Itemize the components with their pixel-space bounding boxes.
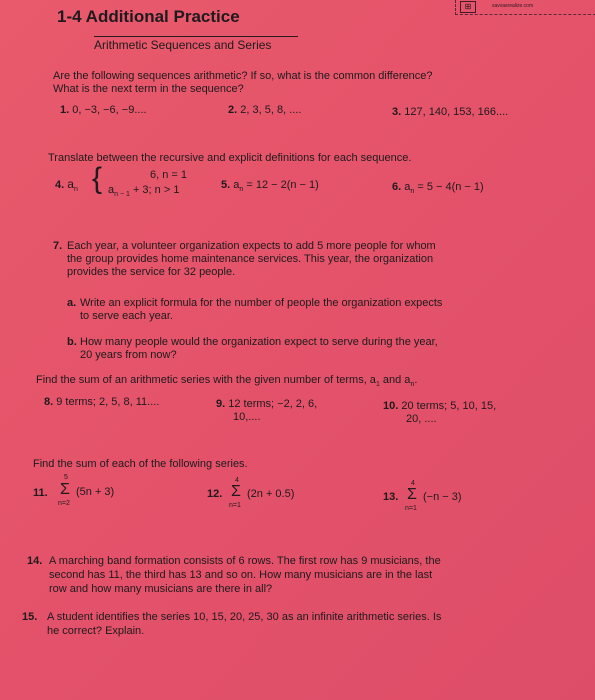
q10-number: 10. bbox=[383, 400, 399, 412]
q9-line-2: 10,.... bbox=[233, 411, 261, 423]
q15-line-2: he correct? Explain. bbox=[47, 625, 145, 637]
section2-instruction: Translate between the recursive and explicit definitions for each sequence. bbox=[48, 152, 412, 164]
section3-sub-n: n bbox=[410, 381, 415, 389]
page-title: 1-4 Additional Practice bbox=[57, 7, 240, 26]
q4-case-2-a: a bbox=[108, 184, 115, 196]
q6-rest: = 5 − 4(n − 1) bbox=[417, 181, 484, 193]
q14-line-1: A marching band formation consists of 6 rows. The first row has 9 musicians, the bbox=[49, 555, 441, 567]
q9-line-1: 12 terms; −2, 2, 6, bbox=[228, 398, 318, 410]
q5-rest: = 12 − 2(n − 1) bbox=[246, 179, 319, 191]
page-subtitle: Arithmetic Sequences and Series bbox=[94, 36, 298, 52]
q11-number: 11. bbox=[33, 487, 48, 499]
q4-number: 4. bbox=[55, 179, 65, 191]
q11-sigma: Σ bbox=[60, 481, 70, 498]
q4-case-2-rest: + 3; n > 1 bbox=[132, 184, 180, 196]
question-3 bbox=[392, 106, 508, 119]
question-4 bbox=[55, 178, 78, 196]
section3-instruction bbox=[36, 374, 417, 391]
q2-text: 2, 3, 5, 8, .... bbox=[240, 104, 302, 116]
q14-line-3: row and how many musicians are there in all? bbox=[49, 583, 273, 595]
q12-expression: (2n + 0.5) bbox=[247, 488, 295, 500]
section3-instr-mid: and a bbox=[379, 374, 411, 386]
q4-a: a bbox=[67, 177, 74, 191]
q14-number: 14. bbox=[27, 555, 43, 567]
q8-text: 9 terms; 2, 5, 8, 11.... bbox=[56, 396, 160, 408]
q12-lower-limit: n=1 bbox=[229, 502, 241, 509]
q5-a-sub: n bbox=[239, 186, 244, 194]
q7-line-1: Each year, a volunteer organization expects to add 5 more people for whom bbox=[67, 240, 436, 252]
q3-number: 3. bbox=[392, 106, 402, 118]
q4-brace: { bbox=[92, 162, 103, 195]
section1-instruction-1: Are the following sequences arithmetic? If so, what is the common difference? bbox=[53, 70, 433, 82]
q2-number: 2. bbox=[228, 104, 238, 116]
q12-number: 12. bbox=[207, 488, 223, 500]
q15-number: 15. bbox=[22, 611, 38, 623]
section3-sub-1: 1 bbox=[375, 381, 380, 389]
q1-number: 1. bbox=[60, 104, 70, 116]
q3-text: 127, 140, 153, 166.... bbox=[404, 106, 509, 118]
q7-line-2: the group provides home maintenance services. This year, the organization bbox=[67, 253, 434, 265]
q10-line-2: 20, .... bbox=[406, 413, 437, 425]
q7a-line-2: to serve each year. bbox=[80, 310, 173, 322]
q7-number: 7. bbox=[53, 240, 63, 252]
question-8 bbox=[44, 396, 159, 409]
q13-lower-limit: n=1 bbox=[405, 505, 417, 512]
q11-expression: (5n + 3) bbox=[76, 486, 115, 498]
q11-upper-limit: 5 bbox=[64, 474, 68, 481]
q6-a-sub: n bbox=[410, 188, 415, 196]
q12-upper-limit: 4 bbox=[235, 477, 239, 484]
q14-line-2: second has 11, the third has 13 and so on. How many musicians are in the last bbox=[49, 569, 433, 581]
section3-instr-end: . bbox=[414, 374, 418, 386]
q1-text: 0, −3, −6, −9.... bbox=[72, 104, 147, 116]
section4-instruction: Find the sum of each of the following series. bbox=[33, 458, 248, 470]
q5-number: 5. bbox=[221, 179, 231, 191]
q6-a: a bbox=[404, 181, 411, 193]
q15-line-1: A student identifies the series 10, 15, 20, 25, 30 as an infinite arithmetic series. Is bbox=[47, 611, 442, 623]
q13-upper-limit: 4 bbox=[411, 480, 415, 487]
q7b-line-1: How many people would the organization expect to serve during the year, bbox=[80, 336, 438, 348]
q7b-line-2: 20 years from now? bbox=[80, 349, 177, 361]
q4-case-2 bbox=[108, 184, 179, 201]
q4-a-sub: n bbox=[73, 186, 78, 194]
q13-sigma: Σ bbox=[407, 486, 417, 503]
question-9 bbox=[216, 398, 317, 411]
q10-line-1: 20 terms; 5, 10, 15, bbox=[401, 400, 497, 412]
question-10 bbox=[383, 400, 496, 413]
corner-url: savvasrealize.com bbox=[492, 3, 534, 9]
q4-case-2-sub: n − 1 bbox=[114, 191, 130, 199]
corner-box-icon: ⊞ bbox=[460, 1, 476, 13]
q12-sigma: Σ bbox=[231, 483, 241, 500]
question-5 bbox=[221, 179, 319, 196]
corner-badge bbox=[455, 0, 595, 15]
q5-a: a bbox=[233, 179, 240, 191]
q7a-label: a. bbox=[67, 297, 77, 309]
section1-instruction-2: What is the next term in the sequence? bbox=[53, 83, 244, 95]
q9-number: 9. bbox=[216, 398, 226, 410]
q7-line-3: provides the service for 32 people. bbox=[67, 266, 236, 278]
q7b-label: b. bbox=[67, 336, 77, 348]
question-1 bbox=[60, 104, 147, 117]
q7a-line-1: Write an explicit formula for the number of people the organization expects bbox=[80, 297, 443, 309]
question-2 bbox=[228, 104, 301, 117]
section3-instr-pre: Find the sum of an arithmetic series with the given number of terms, a bbox=[36, 374, 376, 386]
q8-number: 8. bbox=[44, 396, 54, 408]
q13-number: 13. bbox=[383, 491, 399, 503]
question-6 bbox=[392, 181, 484, 198]
q13-expression: (−n − 3) bbox=[423, 491, 462, 503]
q4-case-1: 6, n = 1 bbox=[150, 169, 188, 181]
q11-lower-limit: n=2 bbox=[58, 500, 70, 507]
q6-number: 6. bbox=[392, 181, 402, 193]
